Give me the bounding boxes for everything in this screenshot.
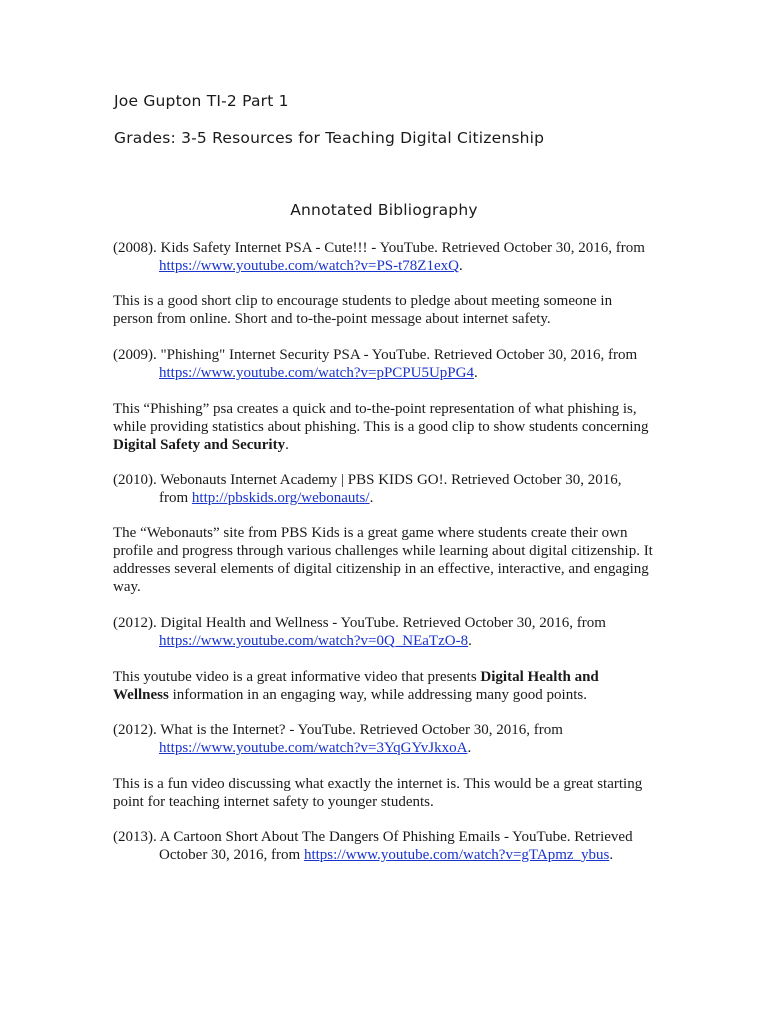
period: . — [473, 365, 478, 381]
citation-url-line — [159, 489, 373, 507]
page-title: Annotated Bibliography — [290, 201, 478, 219]
grades-heading: Grades: 3-5 Resources for Teaching Digital Citizenship — [114, 129, 545, 147]
annotation-line: This is a fun video discussing what exactly the internet is. This would be a great starting — [113, 776, 643, 792]
annotation-line: while providing statistics about phishing. This is a good clip to show students concerning — [113, 419, 649, 435]
citation-line: (2013). A Cartoon Short About The Dangers Of Phishing Emails - YouTube. Retrieved — [113, 829, 633, 845]
bold-phrase: Digital Health and — [480, 669, 599, 685]
annotation-line — [113, 686, 587, 704]
annotation-line: point for teaching internet safety to younger students. — [113, 794, 434, 810]
annotation-line: addresses several elements of digital citizenship in an effective, interactive, and engaging — [113, 561, 649, 577]
period: . — [467, 740, 472, 756]
citation-url-line — [159, 632, 472, 650]
bold-phrase: Wellness — [113, 687, 169, 703]
citation-link[interactable]: https://www.youtube.com/watch?v=pPCPU5UpPG4 — [159, 365, 474, 381]
citation-line: (2012). Digital Health and Wellness - YouTube. Retrieved October 30, 2016, from — [113, 615, 606, 631]
annotation-line: way. — [113, 579, 141, 595]
citation-url-line — [159, 846, 613, 864]
period: . — [369, 490, 374, 506]
citation-line: (2009). "Phishing" Internet Security PSA - YouTube. Retrieved October 30, 2016, from — [113, 347, 638, 363]
citation-link[interactable]: https://www.youtube.com/watch?v=PS-t78Z1exQ — [159, 258, 459, 274]
annotation-text: information in an engaging way, while addressing many good points. — [168, 687, 587, 703]
citation-link[interactable]: https://www.youtube.com/watch?v=3YqGYvJkxoA — [159, 740, 468, 756]
citation-prefix: October 30, 2016, from — [159, 847, 304, 863]
period: . — [468, 633, 472, 649]
citation-line: (2008). Kids Safety Internet PSA - Cute!!! - YouTube. Retrieved October 30, 2016, from — [113, 240, 645, 256]
citation-link[interactable]: https://www.youtube.com/watch?v=0Q_NEaTzO-8 — [159, 633, 469, 649]
period: . — [285, 437, 289, 453]
annotation-line — [113, 668, 599, 686]
annotation-line: person from online. Short and to-the-point message about internet safety. — [113, 311, 551, 327]
annotation-line: This is a good short clip to encourage students to pledge about meeting someone in — [113, 293, 613, 309]
citation-url-line — [159, 739, 471, 757]
citation-link[interactable]: https://www.youtube.com/watch?v=gTApmz_ybus — [303, 847, 610, 863]
period: . — [458, 258, 463, 274]
citation-url-line — [159, 257, 463, 275]
citation-prefix: from — [159, 490, 192, 506]
citation-url-line — [159, 364, 478, 382]
citation-line: (2012). What is the Internet? - YouTube. Retrieved October 30, 2016, from — [113, 722, 563, 738]
citation-line: (2010). Webonauts Internet Academy | PBS KIDS GO!. Retrieved October 30, 2016, — [113, 472, 622, 488]
citation-link[interactable]: http://pbskids.org/webonauts/ — [191, 490, 370, 506]
period: . — [609, 847, 614, 863]
annotation-text: This youtube video is a great informative video that presents — [113, 669, 481, 685]
annotation-line — [113, 436, 289, 454]
annotation-line: The “Webonauts” site from PBS Kids is a great game where students create their own — [113, 525, 628, 541]
author-heading: Joe Gupton TI-2 Part 1 — [114, 92, 289, 110]
bold-phrase: Digital Safety and Security — [113, 437, 286, 453]
annotation-line: profile and progress through various challenges while learning about digital citizenship. It — [113, 543, 653, 559]
annotation-line: This “Phishing” psa creates a quick and to-the-point representation of what phishing is, — [113, 401, 637, 417]
